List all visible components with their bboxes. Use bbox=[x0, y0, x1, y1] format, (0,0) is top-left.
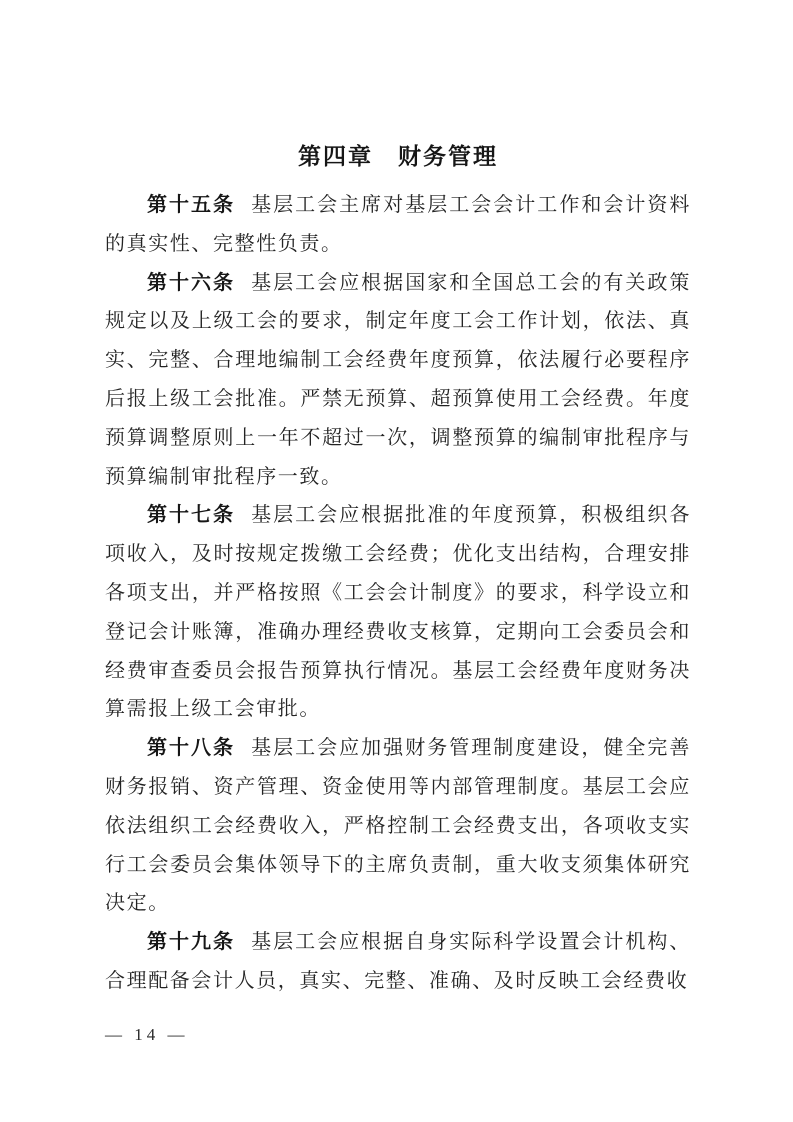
article-15-text: 基层工会主席对基层工会会计工作和会计资料的真实性、完整性负责。 bbox=[105, 194, 692, 255]
article-19-number: 第十九条 bbox=[147, 931, 236, 954]
article-16-text: 基层工会应根据国家和全国总工会的有关政策规定以及上级工会的要求，制定年度工会工作计划，依法、真实、完整、合理地编制工会经费年度预算，依法履行必要程序后报上级工会批准。严禁无预算、超预算使用工会经费。年度预算调整原则上一年不超过一次，调整预算的编制审批程序与预算编制审批程序一致。 bbox=[105, 271, 692, 488]
article-16-number: 第十六条 bbox=[147, 271, 236, 294]
article-19-text: 基层工会应根据自身实际科学设置会计机构、合理配备会计人员，真实、完整、准确、及时反映工会经费收 bbox=[105, 931, 692, 992]
article-17-text: 基层工会应根据批准的年度预算，积极组织各项收入，及时按规定拨缴工会经费；优化支出结构，合理安排各项支出，并严格按照《工会会计制度》的要求，科学设立和登记会计账簿，准确办理经费收支核算，定期向工会委员会和经费审查委员会报告预算执行情况。基层工会经费年度财务决算需报上级工会审批。 bbox=[105, 504, 692, 721]
article-17-number: 第十七条 bbox=[147, 504, 236, 527]
chapter-title: 第四章 财务管理 bbox=[298, 143, 498, 169]
article-17-paragraph bbox=[105, 496, 691, 729]
article-18-text: 基层工会应加强财务管理制度建设，健全完善财务报销、资产管理、资金使用等内部管理制度。基层工会应依法组织工会经费收入，严格控制工会经费支出，各项收支实行工会委员会集体领导下的主席负责制，重大收支须集体研究决定。 bbox=[105, 737, 692, 915]
article-18-number: 第十八条 bbox=[147, 737, 236, 760]
article-15-paragraph bbox=[105, 186, 691, 264]
article-16-paragraph bbox=[105, 264, 691, 497]
article-15-number: 第十五条 bbox=[147, 194, 236, 216]
page-number: — 14 — bbox=[105, 1025, 189, 1044]
document-content bbox=[105, 141, 691, 1001]
article-18-paragraph bbox=[105, 729, 691, 923]
article-19-paragraph bbox=[105, 923, 691, 1001]
